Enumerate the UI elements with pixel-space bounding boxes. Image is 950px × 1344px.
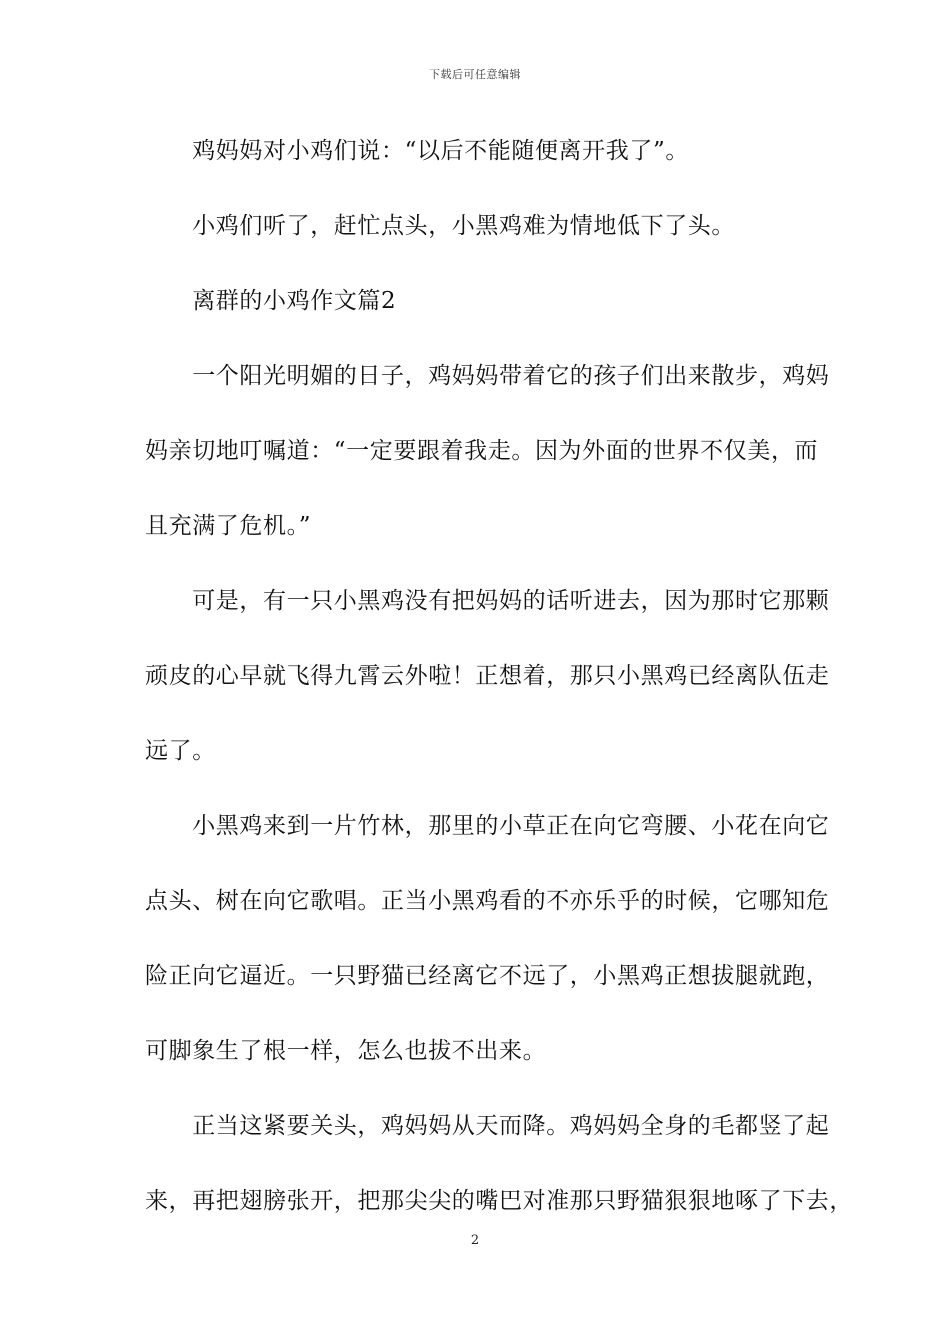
paragraph-line: 可脚象生了根一样，怎么也拔不出来。 (145, 1038, 547, 1064)
section-heading: 离群的小鸡作文篇2 (145, 288, 397, 314)
paragraph-line: 点头、树在向它歌唱。正当小黑鸡看的不亦乐乎的时候，它哪知危 (145, 888, 830, 914)
paragraph-line: 远了。 (145, 738, 216, 764)
paragraph-line: 小鸡们听了，赶忙点头，小黑鸡难为情地低下了头。 (145, 213, 735, 239)
paragraph-line: 来，再把翅膀张开，把那尖尖的嘴巴对准那只野猫狠狠地啄了下去， (145, 1188, 853, 1214)
page-header-note: 下载后可任意编辑 (429, 68, 521, 81)
paragraph-line: 顽皮的心早就飞得九霄云外啦！正想着，那只小黑鸡已经离队伍走 (145, 663, 830, 689)
paragraph-line: 小黑鸡来到一片竹林，那里的小草正在向它弯腰、小花在向它 (145, 813, 830, 839)
paragraph-line: 鸡妈妈对小鸡们说：“以后不能随便离开我了”。 (145, 138, 689, 164)
paragraph-line: 正当这紧要关头，鸡妈妈从天而降。鸡妈妈全身的毛都竖了起 (145, 1113, 830, 1139)
paragraph-line: 妈亲切地叮嘱道：“一定要跟着我走。因为外面的世界不仅美，而 (145, 438, 819, 464)
paragraph-line: 可是，有一只小黑鸡没有把妈妈的话听进去，因为那时它那颗 (145, 588, 830, 614)
page-number: 2 (470, 1233, 480, 1248)
paragraph-line: 且充满了危机。” (145, 513, 312, 539)
paragraph-line: 险正向它逼近。一只野猫已经离它不远了，小黑鸡正想拔腿就跑， (145, 963, 830, 989)
paragraph-line: 一个阳光明媚的日子，鸡妈妈带着它的孩子们出来散步，鸡妈 (145, 363, 830, 389)
